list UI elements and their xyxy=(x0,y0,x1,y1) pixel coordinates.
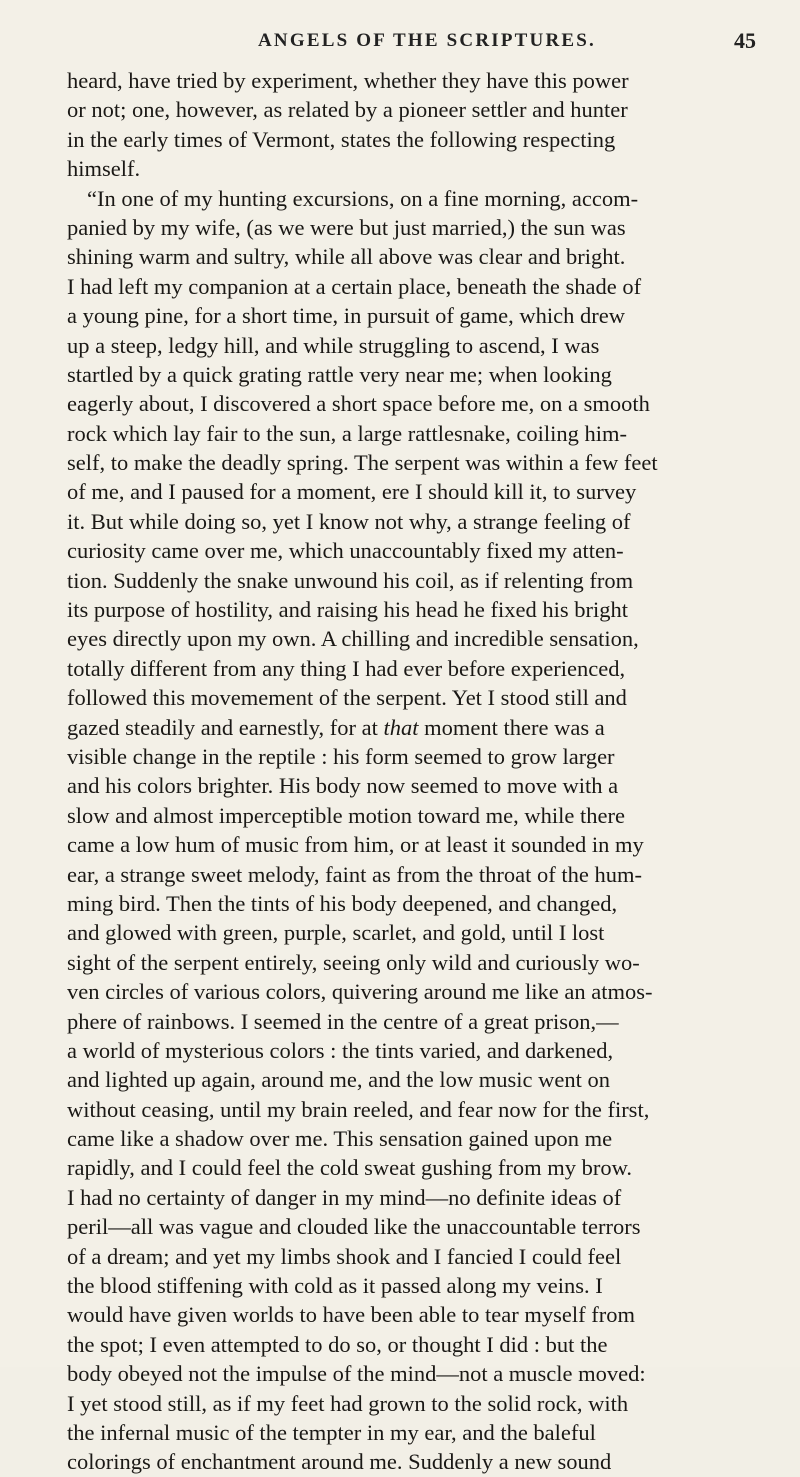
text-line: I had left my companion at a certain place, beneath the shade of xyxy=(67,273,642,299)
page-number: 45 xyxy=(734,28,756,53)
text-line: eyes directly upon my own. A chilling and incredible sensation, xyxy=(67,626,639,652)
text-line: tion. Suddenly the snake unwound his coil, as if relenting from xyxy=(67,567,634,593)
text-line: phere of rainbows. I seemed in the centre of a great prison,— xyxy=(67,1008,619,1034)
text-line: the blood stiffening with cold as it passed along my veins. I xyxy=(67,1273,603,1299)
text-line: ven circles of various colors, quivering around me like an atmos- xyxy=(67,979,653,1005)
text-line: visible change in the reptile : his form seemed to grow larger xyxy=(67,743,615,769)
running-title: ANGELS OF THE SCRIPTURES. xyxy=(258,30,596,51)
text-line: ear, a strange sweet melody, faint as from the throat of the hum- xyxy=(67,861,642,887)
text-line: without ceasing, until my brain reeled, and fear now for the first, xyxy=(67,1096,650,1122)
text-line: rock which lay fair to the sun, a large rattlesnake, coiling him- xyxy=(67,420,628,446)
text-line: rapidly, and I could feel the cold sweat gushing from my brow. xyxy=(67,1155,633,1181)
text-line: its purpose of hostility, and raising his head he fixed his bright xyxy=(67,597,628,623)
text-line: curiosity came over me, which unaccountably fixed my atten- xyxy=(67,538,624,564)
text-line: shining warm and sultry, while all above was clear and bright. xyxy=(67,244,626,270)
text-line: sight of the serpent entirely, seeing only wild and curiously wo- xyxy=(67,949,640,975)
text-segment: gazed steadily and earnestly, for at xyxy=(67,714,378,740)
text-line: in the early times of Vermont, states the following respecting xyxy=(67,126,616,152)
text-line: it. But while doing so, yet I know not why, a strange feeling of xyxy=(67,508,631,534)
text-line: eagerly about, I discovered a short space before me, on a smooth xyxy=(67,391,650,417)
text-line: a world of mysterious colors : the tints varied, and darkened, xyxy=(67,1037,614,1063)
text-line: I had no certainty of danger in my mind—no definite ideas of xyxy=(67,1184,622,1210)
text-line-with-italic xyxy=(67,713,787,742)
text-line: totally different from any thing I had ever before experienced, xyxy=(67,655,626,681)
text-line: colorings of enchantment around me. Suddenly a new sound xyxy=(67,1449,612,1475)
body-text xyxy=(67,66,787,1477)
text-line: heard, have tried by experiment, whether they have this power xyxy=(67,68,629,93)
text-line: slow and almost imperceptible motion toward me, while there xyxy=(67,802,625,828)
text-line: would have given worlds to have been able to tear myself from xyxy=(67,1302,635,1328)
text-line: and glowed with green, purple, scarlet, and gold, until I lost xyxy=(67,920,605,946)
text-segment: moment there was a xyxy=(424,714,605,740)
text-line: body obeyed not the impulse of the mind—not a muscle moved: xyxy=(67,1361,646,1387)
text-line: a young pine, for a short time, in pursuit of game, which drew xyxy=(67,303,625,329)
text-line: peril—all was vague and clouded like the unaccountable terrors xyxy=(67,1214,641,1240)
text-line: of me, and I paused for a moment, ere I should kill it, to survey xyxy=(67,479,637,505)
text-line: of a dream; and yet my limbs shook and I fancied I could feel xyxy=(67,1243,622,1269)
text-line: or not; one, however, as related by a pioneer settler and hunter xyxy=(67,97,628,123)
italic-word: that xyxy=(383,714,419,740)
text-line: the infernal music of the tempter in my ear, and the baleful xyxy=(67,1419,596,1445)
text-line: came a low hum of music from him, or at least it sounded in my xyxy=(67,832,644,858)
text-line: “In one of my hunting excursions, on a fine morning, accom- xyxy=(87,185,639,211)
text-line: panied by my wife, (as we were but just married,) the sun was xyxy=(67,214,626,240)
text-line: and lighted up again, around me, and the low music went on xyxy=(67,1067,610,1093)
text-line: I yet stood still, as if my feet had grown to the solid rock, with xyxy=(67,1390,629,1416)
text-line: came like a shadow over me. This sensation gained upon me xyxy=(67,1126,613,1152)
text-line: and his colors brighter. His body now seemed to move with a xyxy=(67,773,619,799)
text-line: ming bird. Then the tints of his body deepened, and changed, xyxy=(67,890,618,916)
text-line: himself. xyxy=(67,156,141,182)
text-line: up a steep, ledgy hill, and while struggling to ascend, I was xyxy=(67,332,600,358)
text-line: startled by a quick grating rattle very near me; when looking xyxy=(67,361,612,387)
text-line: followed this movemement of the serpent. Yet I stood still and xyxy=(67,685,627,711)
text-line: self, to make the deadly spring. The serpent was within a few feet xyxy=(67,450,658,476)
running-head xyxy=(0,22,800,52)
text-line: the spot; I even attempted to do so, or thought I did : but the xyxy=(67,1331,608,1357)
